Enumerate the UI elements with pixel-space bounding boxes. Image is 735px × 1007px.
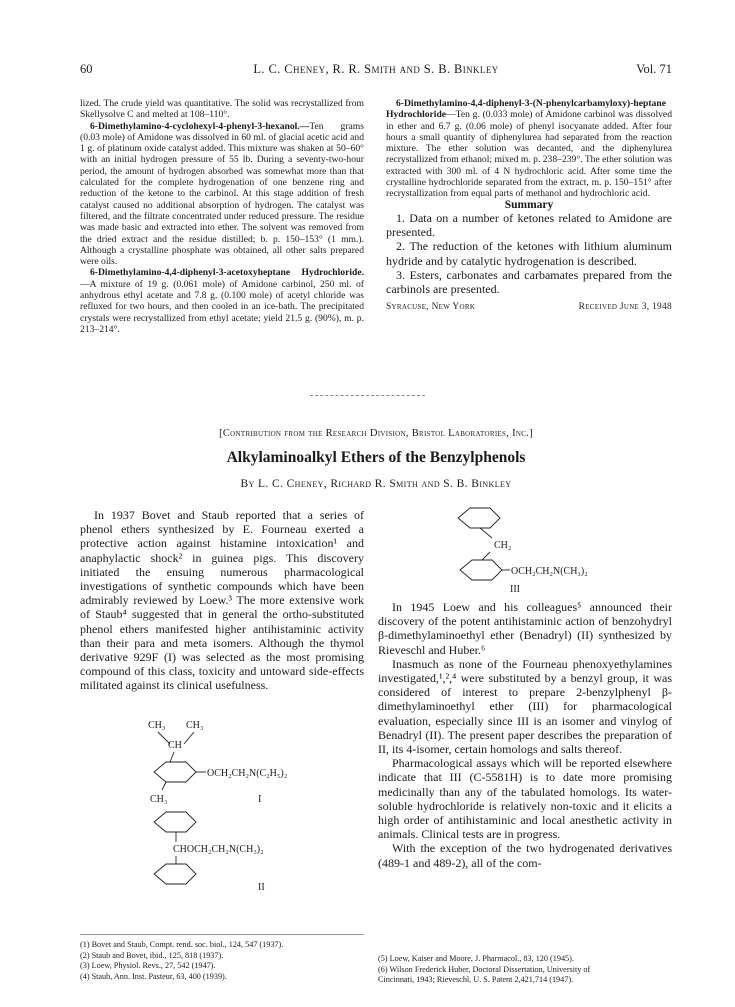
paragraph xyxy=(80,267,364,335)
struct-label: CH₃ xyxy=(186,720,204,731)
paragraph-body: —A mixture of 19 g. (0.061 mole) of Amidone carbinol, 250 ml. of anhydrous ethyl acetate and 7.8 g. (0.100 mole) of acetyl chloride was refluxed for two hours, and then cooled in an ice-bath. The precipitated crystals were recrystallized from ethyl acetate; yield 21.5 g. (90%), m. p. 213–214°. xyxy=(80,278,364,335)
structure-III xyxy=(452,504,662,596)
footnote-rule xyxy=(80,934,364,935)
paragraph: Inasmuch as none of the Fourneau phenoxyethylamines investigated,¹,²,⁴ were substituted by a benzyl group, it was considered of interest to prepare 2-benzylphenyl β-dimethylaminoethyl ether (III) for pharmacological evaluation, especially since III is an isomer and vinylog of Benadryl (II). The present paper describes the preparation of II, its 4-isomer, certain homologs and salts thereof. xyxy=(378,656,672,757)
struct-number: I xyxy=(258,794,262,805)
paragraph: In 1945 Loew and his colleagues⁵ announced their discovery of the potent antihistaminic action of benzohydryl β-dimethylaminoethyl ether (Benadryl) (II) synthesized by Rieveschl and Huber.⁶ xyxy=(378,600,672,657)
struct-label: CH xyxy=(168,740,182,751)
body-left-column xyxy=(80,508,364,693)
running-head-authors: L. C. Cheney, R. R. Smith and S. B. Binkley xyxy=(253,62,499,76)
article-title: Alkylaminoalkyl Ethers of the Benzylphenols xyxy=(226,449,526,466)
struct-label: CH₃ xyxy=(150,794,168,805)
summary-item: 1. Data on a number of ketones related to Amidone are presented. xyxy=(386,210,672,240)
struct-label: CH₂ xyxy=(494,540,512,551)
paragraph: In 1937 Bovet and Staub reported that a series of phenol ethers synthesized by E. Fourneau exerted a protective action against histamine intoxication¹ and anaphylactic shock² in guinea pigs. This discovery initiated the ensuing numerous pharmacological investigations of synthetic compounds which have been admirably reviewed by Loew.³ The more extensive work of Staub⁴ suggested that in general the ortho-substituted phenol ethers manifested higher antihistaminic activity than their para and meta isomers. Although the thymol derivative 929F (I) was selected as the most promising compound of this class, toxicity and untoward side-effects militated against its clinical usefulness. xyxy=(80,508,364,693)
compound-heading: 6-Dimethylamino-4-cyclohexyl-4-phenyl-3-hexanol.— xyxy=(90,120,310,132)
volume-label: Vol. 71 xyxy=(636,62,672,76)
byline: By L. C. Cheney, Richard R. Smith and S. B. Binkley xyxy=(240,478,512,490)
struct-label: OCH₂CH₂N(CH₃)₂ xyxy=(511,566,588,577)
structure-II xyxy=(140,808,340,898)
paragraph xyxy=(80,121,364,268)
summary-item: 2. The reduction of the ketones with lithium aluminum hydride and by catalytic hydrogenation is described. xyxy=(386,239,672,268)
section-divider xyxy=(310,395,425,396)
footnote: (5) Loew, Kaiser and Moore, J. Pharmacol., 83, 120 (1945). xyxy=(378,954,574,963)
location: Syracuse, New York xyxy=(386,302,476,313)
footnote: Cincinnati, 1943; Rieveschl, U. S. Patent 2,421,714 (1947). xyxy=(378,975,574,985)
running-head xyxy=(80,62,672,78)
paragraph: lized. The crude yield was quantitative. The solid was recrystallized from Skellysolve C and melted at 108–110°. xyxy=(80,98,364,121)
page-number: 60 xyxy=(80,62,93,76)
compound-heading: 6-Dimethylamino-4,4-diphenyl-3-(N-phenylcarbamyloxy)-heptane Hydrochloride xyxy=(386,98,666,121)
paragraph: With the exception of the two hydrogenated derivatives (489-1 and 489-2), all of the com- xyxy=(378,841,672,870)
paragraph: Pharmacological assays which will be reported elsewhere indicate that III (C-5581H) is to date more promising medicinally than any of the tabulated homologs. Its water-soluble hydrochloride is relatively non-toxic and it elicits a high order of antihistaminic and local anesthetic activity in animals. Clinical tests are in progress. xyxy=(378,756,672,842)
struct-label: OCH₂CH₂N(C₂H₅)₂ xyxy=(207,768,288,779)
dateline xyxy=(386,302,672,313)
struct-number: III xyxy=(510,584,520,595)
upper-left-column xyxy=(80,98,364,335)
paragraph-body: —Ten g. (0.033 mole) of Amidone carbinol was dissolved in ether and 6.7 g. (0.06 mole) of phenyl isocyanate added. After four hours a small quantity of diphenylurea had separated from the reaction mixture. The ether solution was decanted, and the diphenylurea recrystallized from ethanol; mixed m. p. 238–239°. The ether solution was extracted with 300 ml. of 4 N hydrochloric acid. After some time the crystalline hydrochloride separated from the extract, m. p. 150–151° after recrystallization from equal parts of methanol and hydrochloric acid. xyxy=(386,109,672,200)
footnote: (3) Loew, Physiol. Revs., 27, 542 (1947). xyxy=(80,961,216,971)
struct-label: CHOCH₂CH₂N(CH₃)₂ xyxy=(173,844,264,855)
struct-number: II xyxy=(258,882,265,893)
struct-label: CH₃ xyxy=(148,720,166,731)
body-right-column xyxy=(378,600,672,870)
footnotes-left xyxy=(80,940,364,982)
structure-I xyxy=(140,716,340,816)
footnote: (4) Staub, Ann. Inst. Pasteur, 63, 400 (1939). xyxy=(80,971,227,981)
paragraph xyxy=(386,98,672,200)
paragraph-body: Ten grams (0.03 mole) of Amidone was dissolved in 60 ml. of glacial acetic acid and 1 g. of platinum oxide catalyst added. This mixture was shaken at 50–60° with an initial hydrogen pressure of 55 lb. During a seventy-two-hour period, the amount of hydrogen absorbed was somewhat more than that calculated for the complete hydrogenation of one benzene ring and reduction of the ketone to the carbinol. At this stage addition of fresh catalyst caused no additional absorption of hydrogen. The catalyst was filtered, and the filtrate concentrated under reduced pressure. The residue was made basic and extracted into ether. The solvent was removed from the dried extract and the residue distilled; b. p. 150–153° (1 mm.). Although a crystalline phosphate was obtained, all other salts prepared were oils. xyxy=(80,120,364,268)
footnote: (2) Staub and Bovet, ibid., 125, 818 (1937). xyxy=(80,950,224,960)
summary-item: 3. Esters, carbonates and carbamates prepared from the carbinols are presented. xyxy=(386,267,672,296)
compound-heading: 6-Dimethylamino-4,4-diphenyl-3-acetoxyheptane Hydrochloride. xyxy=(90,267,364,279)
footnote: (1) Bovet and Staub, Compt. rend. soc. biol., 124, 547 (1937). xyxy=(80,940,284,949)
footnote: (6) Wilson Frederick Huber, Doctoral Dissertation, University of xyxy=(378,964,591,974)
upper-right-column xyxy=(386,98,672,313)
received-date: Received June 3, 1948 xyxy=(578,302,672,313)
summary-heading: Summary xyxy=(504,198,554,211)
footnotes-right xyxy=(378,954,672,986)
contribution-line: [Contribution from the Research Division, Bristol Laboratories, Inc.] xyxy=(219,428,533,439)
